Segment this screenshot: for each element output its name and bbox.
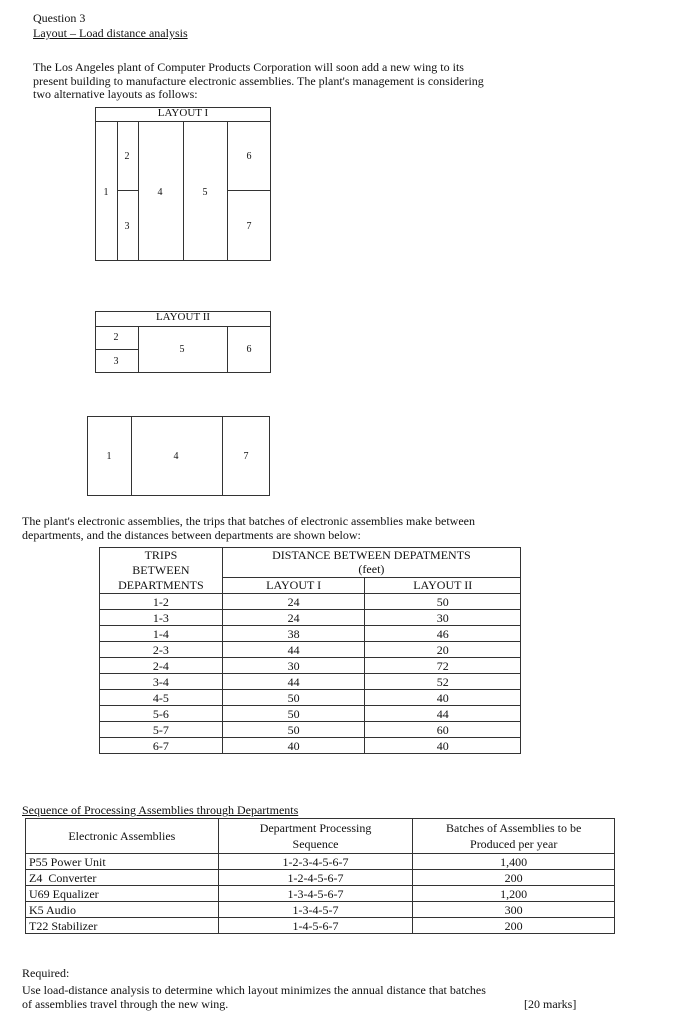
processing-sequence: 1-2-3-4-5-6-7 bbox=[218, 854, 413, 870]
trips-intro-line-2: departments, and the distances between departments are shown below: bbox=[22, 527, 361, 542]
intro-line-3: two alternative layouts as follows: bbox=[33, 87, 198, 101]
required-line-1: Use load-distance analysis to determine which layout minimizes the annual distance that batches bbox=[22, 983, 486, 997]
batches-per-year: 200 bbox=[413, 918, 615, 934]
distance-layout-1: 38 bbox=[222, 626, 365, 642]
table-row bbox=[100, 626, 521, 642]
assembly-name: K5 Audio bbox=[26, 902, 219, 918]
table-row bbox=[26, 854, 615, 870]
required-line-2-row bbox=[22, 998, 622, 1012]
layout-1-divider bbox=[117, 121, 118, 261]
processing-sequence: 1-2-4-5-6-7 bbox=[218, 870, 413, 886]
question-number: Question 3 bbox=[33, 11, 86, 25]
trip-pair: 6-7 bbox=[100, 738, 223, 754]
distance-layout-2: 46 bbox=[365, 626, 521, 642]
table-row bbox=[100, 642, 521, 658]
batches-per-year: 200 bbox=[413, 870, 615, 886]
table-row bbox=[100, 674, 521, 690]
layout-2-dept-1: 1 bbox=[106, 451, 112, 462]
distance-layout-1: 50 bbox=[222, 722, 365, 738]
table-row bbox=[100, 738, 521, 754]
layout-2-divider bbox=[138, 326, 139, 373]
layout-1-divider bbox=[227, 121, 228, 261]
distance-layout-1: 30 bbox=[222, 658, 365, 674]
batches-per-year: 1,200 bbox=[413, 886, 615, 902]
distance-layout-2: 30 bbox=[365, 610, 521, 626]
intro-paragraph bbox=[33, 61, 484, 102]
layout-2-divider bbox=[131, 416, 132, 496]
assembly-name: Z4 Converter bbox=[26, 870, 219, 886]
table-row bbox=[26, 886, 615, 902]
table-row bbox=[100, 706, 521, 722]
header-trips-line-2: BETWEEN bbox=[132, 563, 190, 577]
distance-layout-2: 20 bbox=[365, 642, 521, 658]
table-row bbox=[100, 610, 521, 626]
sequence-table bbox=[25, 818, 615, 934]
sequence-title: Sequence of Processing Assemblies through Departments bbox=[22, 803, 299, 817]
batches-per-year: 1,400 bbox=[413, 854, 615, 870]
layout-1-title: LAYOUT I bbox=[157, 107, 209, 119]
distance-layout-2: 72 bbox=[365, 658, 521, 674]
distance-layout-1: 50 bbox=[222, 690, 365, 706]
layout-1-dept-2: 2 bbox=[124, 151, 130, 162]
trip-pair: 2-4 bbox=[100, 658, 223, 674]
distance-layout-2: 60 bbox=[365, 722, 521, 738]
table-row bbox=[26, 902, 615, 918]
layout-1-divider bbox=[138, 121, 139, 261]
layout-1-divider bbox=[183, 121, 184, 261]
distance-layout-1: 24 bbox=[222, 594, 365, 610]
required-text bbox=[22, 984, 622, 1011]
header-layout-1: LAYOUT I bbox=[222, 577, 365, 593]
layout-2-divider bbox=[95, 349, 138, 350]
trip-pair: 1-3 bbox=[100, 610, 223, 626]
distance-layout-2: 50 bbox=[365, 594, 521, 610]
distance-layout-1: 40 bbox=[222, 738, 365, 754]
trip-pair: 5-7 bbox=[100, 722, 223, 738]
header-unit: (feet) bbox=[222, 562, 520, 577]
header-sequence bbox=[218, 819, 413, 854]
header-distance: DISTANCE BETWEEN DEPATMENTS bbox=[222, 548, 520, 563]
layout-1-dept-4: 4 bbox=[157, 187, 163, 198]
layout-1-divider bbox=[117, 190, 138, 191]
batches-per-year: 300 bbox=[413, 902, 615, 918]
table-row bbox=[100, 594, 521, 610]
required-label: Required: bbox=[22, 966, 70, 980]
table-row bbox=[100, 658, 521, 674]
header-sequence-line-2: Sequence bbox=[292, 837, 339, 851]
table-row bbox=[100, 722, 521, 738]
question-topic: Layout – Load distance analysis bbox=[33, 26, 188, 40]
layout-2-title: LAYOUT II bbox=[155, 311, 211, 323]
header-assemblies: Electronic Assemblies bbox=[26, 819, 219, 854]
trips-intro-line-1: The plant's electronic assemblies, the trips that batches of electronic assemblies make between bbox=[22, 514, 475, 528]
distance-layout-2: 40 bbox=[365, 738, 521, 754]
layout-2-divider bbox=[227, 326, 228, 373]
trip-pair: 1-4 bbox=[100, 626, 223, 642]
required-line-2: of assemblies travel through the new wing. bbox=[22, 996, 229, 1011]
distance-layout-1: 44 bbox=[222, 674, 365, 690]
distance-layout-2: 40 bbox=[365, 690, 521, 706]
layout-1-divider bbox=[227, 190, 271, 191]
layout-2-dept-2: 2 bbox=[113, 332, 119, 343]
trip-pair: 1-2 bbox=[100, 594, 223, 610]
assembly-name: P55 Power Unit bbox=[26, 854, 219, 870]
layout-2-divider bbox=[222, 416, 223, 496]
layout-2-dept-5: 5 bbox=[179, 344, 185, 355]
trips-intro bbox=[22, 515, 475, 542]
assembly-name: U69 Equalizer bbox=[26, 886, 219, 902]
header-trips bbox=[100, 548, 223, 594]
intro-line-1: The Los Angeles plant of Computer Products Corporation will soon add a new wing to its bbox=[33, 60, 464, 74]
header-sequence-line-1: Department Processing bbox=[259, 821, 372, 835]
assembly-name: T22 Stabilizer bbox=[26, 918, 219, 934]
distance-layout-2: 44 bbox=[365, 706, 521, 722]
layout-1-dept-6: 6 bbox=[246, 151, 252, 162]
layout-1-dept-7: 7 bbox=[246, 221, 252, 232]
header-layout-2: LAYOUT II bbox=[365, 577, 521, 593]
table-row bbox=[26, 870, 615, 886]
trip-pair: 3-4 bbox=[100, 674, 223, 690]
header-trips-line-3: DEPARTMENTS bbox=[118, 578, 204, 592]
distance-layout-1: 44 bbox=[222, 642, 365, 658]
marks-label: [20 marks] bbox=[524, 996, 577, 1011]
layout-2-dept-7: 7 bbox=[243, 451, 249, 462]
layout-2-dept-6: 6 bbox=[246, 344, 252, 355]
processing-sequence: 1-3-4-5-6-7 bbox=[218, 886, 413, 902]
layout-2-title-divider bbox=[95, 326, 271, 327]
layout-1-dept-1: 1 bbox=[103, 187, 109, 198]
distance-layout-1: 50 bbox=[222, 706, 365, 722]
layout-1-dept-3: 3 bbox=[124, 221, 130, 232]
intro-line-2: present building to manufacture electronic assemblies. The plant's management is considering bbox=[33, 73, 484, 88]
table-row bbox=[100, 690, 521, 706]
header-batches bbox=[413, 819, 615, 854]
distance-layout-1: 24 bbox=[222, 610, 365, 626]
distance-layout-2: 52 bbox=[365, 674, 521, 690]
header-batches-line-2: Produced per year bbox=[470, 837, 558, 851]
layout-1-dept-5: 5 bbox=[202, 187, 208, 198]
trip-pair: 5-6 bbox=[100, 706, 223, 722]
layout-2-dept-4: 4 bbox=[173, 451, 179, 462]
processing-sequence: 1-3-4-5-7 bbox=[218, 902, 413, 918]
header-batches-line-1: Batches of Assemblies to be bbox=[446, 821, 582, 835]
trip-pair: 2-3 bbox=[100, 642, 223, 658]
trip-pair: 4-5 bbox=[100, 690, 223, 706]
table-row bbox=[26, 918, 615, 934]
distance-table bbox=[99, 547, 521, 754]
header-trips-line-1: TRIPS bbox=[144, 548, 178, 562]
layout-2-dept-3: 3 bbox=[113, 356, 119, 367]
processing-sequence: 1-4-5-6-7 bbox=[218, 918, 413, 934]
